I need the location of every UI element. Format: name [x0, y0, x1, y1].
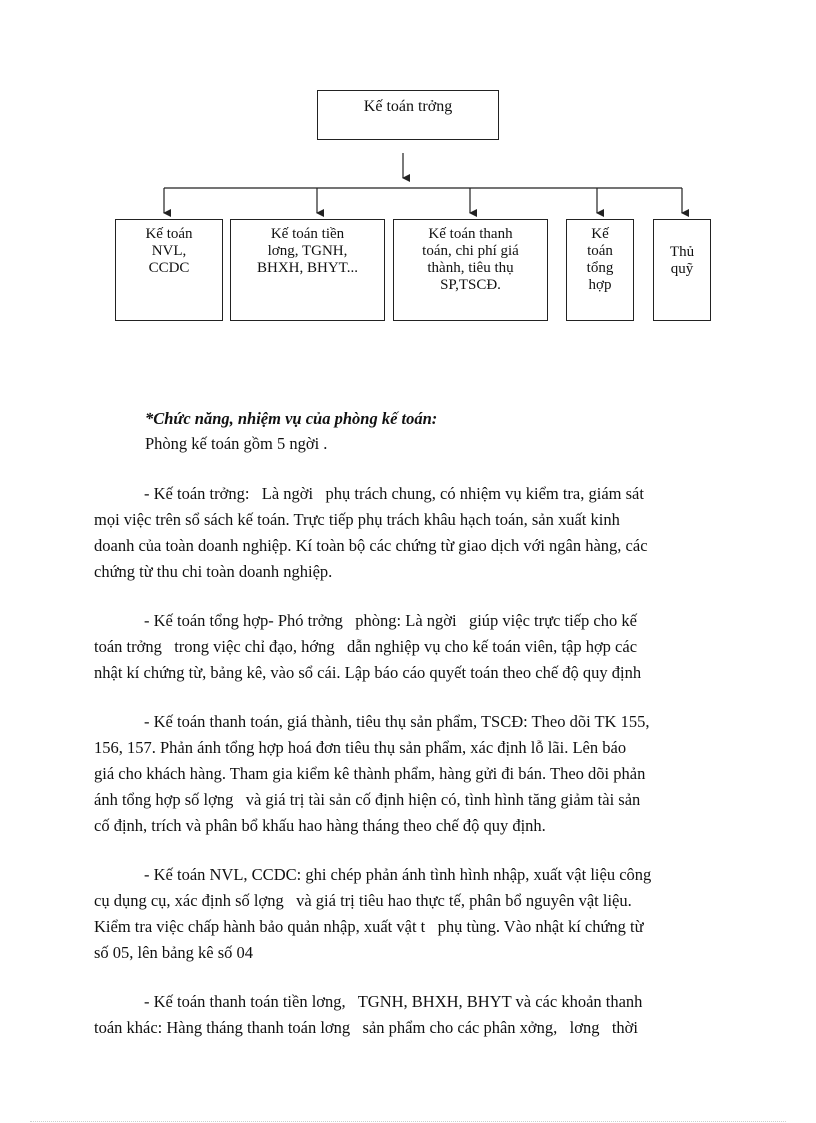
text-line: giá cho khách hàng. Tham gia kiểm kê thành phẩm, hàng gửi đi bán. Theo dõi phản	[94, 764, 646, 783]
paragraph-payment	[94, 709, 734, 839]
section-heading: *Chức năng, nhiệm vụ của phòng kế toán:	[145, 409, 438, 428]
paragraph-materials	[94, 862, 734, 966]
text-line: mọi việc trên sổ sách kế toán. Trực tiếp phụ trách khâu hạch toán, sản xuất kinh	[94, 510, 620, 529]
org-box-chief-accountant: Kế toán trởng	[317, 90, 499, 140]
text-line: doanh của toàn doanh nghiệp. Kí toàn bộ các chứng từ giao dịch với ngân hàng, các	[94, 536, 648, 555]
text-line: ánh tổng hợp số lợng và giá trị tài sản cố định hiện có, tình hình tăng giảm tài sản	[94, 790, 641, 809]
text-line: chứng từ thu chi toàn doanh nghiệp.	[94, 562, 333, 581]
org-box-salary: Kế toán tiền lơng, TGNH, BHXH, BHYT...	[230, 219, 385, 321]
page-bottom-rule	[30, 1121, 786, 1122]
text-line: Kiểm tra việc chấp hành bảo quản nhập, xuất vật t phụ tùng. Vào nhật kí chứng từ	[94, 917, 644, 936]
text-line: - Kế toán NVL, CCDC: ghi chép phản ánh tình hình nhập, xuất vật liệu công	[144, 865, 652, 884]
org-box-treasurer: Thủ quỹ	[653, 219, 711, 321]
text-line: - Kế toán tổng hợp- Phó trởng phòng: Là ngời giúp việc trực tiếp cho kế	[144, 611, 637, 630]
text-line: - Kế toán thanh toán tiền lơng, TGNH, BHXH, BHYT và các khoản thanh	[144, 992, 643, 1011]
text-line: - Kế toán thanh toán, giá thành, tiêu thụ sản phẩm, TSCĐ: Theo dõi TK 155,	[144, 712, 650, 731]
text-line: số 05, lên bảng kê số 04	[94, 943, 254, 962]
paragraph-salary	[94, 989, 734, 1041]
text-line: toán trởng trong việc chỉ đạo, hớng dẫn nghiệp vụ cho kế toán viên, tập hợp các	[94, 637, 638, 656]
paragraph-chief	[94, 481, 734, 585]
text-line: 156, 157. Phản ánh tổng hợp hoá đơn tiêu thụ sản phẩm, xác định lỗ lãi. Lên báo	[94, 738, 627, 757]
text-line: cụ dụng cụ, xác định số lợng và giá trị tiêu hao thực tế, phân bổ nguyên vật liệu.	[94, 891, 632, 910]
text-line: nhật kí chứng từ, bảng kê, vào sổ cái. Lập báo cáo quyết toán theo chế độ quy định	[94, 663, 642, 682]
org-box-payment: Kế toán thanh toán, chi phí giá thành, tiêu thụ SP,TSCĐ.	[393, 219, 548, 321]
org-box-materials: Kế toán NVL, CCDC	[115, 219, 223, 321]
intro-text: Phòng kế toán gồm 5 ngời .	[145, 434, 328, 453]
paragraph-general	[94, 608, 734, 686]
text-line: toán khác: Hàng tháng thanh toán lơng sản phẩm cho các phân xởng, lơng thời	[94, 1018, 638, 1037]
text-line: - Kế toán trởng: Là ngời phụ trách chung, có nhiệm vụ kiểm tra, giám sát	[144, 484, 644, 503]
org-box-general: Kế toán tổng hợp	[566, 219, 634, 321]
text-line: cố định, trích và phân bổ khấu hao hàng tháng theo chế độ quy định.	[94, 816, 546, 835]
